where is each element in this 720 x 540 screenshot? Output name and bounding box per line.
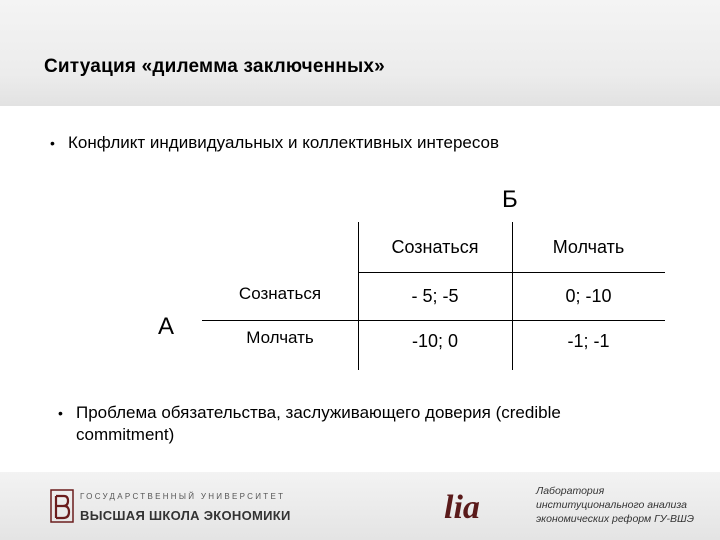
row-header-silent: Молчать (246, 328, 314, 347)
player-a-label: А (158, 313, 175, 340)
player-b-label: Б (502, 186, 518, 213)
university-name-bottom: ВЫСШАЯ ШКОЛА ЭКОНОМИКИ (80, 508, 291, 523)
col-header-silent: Молчать (552, 236, 625, 257)
row-header-confess: Сознаться (238, 284, 322, 303)
payoff-cell: -1; -1 (567, 330, 610, 351)
hse-logo-icon (50, 488, 74, 524)
lab-line: Лаборатория (536, 485, 605, 497)
bullet-item (50, 132, 499, 154)
payoff-cell: 0; -10 (565, 285, 612, 306)
bullet-icon: • (58, 405, 63, 421)
bullet-text: Конфликт индивидуальных и коллективных интересов (68, 133, 500, 152)
bullet-item (58, 402, 618, 446)
bullet-icon: • (50, 135, 55, 151)
header-band (0, 0, 720, 106)
bullet-text: Проблема обязательства, заслуживающего доверия (credible commitment) (76, 403, 561, 444)
payoff-cell: -10; 0 (411, 330, 459, 351)
slide-title: Ситуация «дилемма заключенных» (44, 56, 385, 77)
payoff-cell: - 5; -5 (411, 285, 459, 306)
lab-name (536, 484, 712, 526)
lab-line: институционального анализа (536, 499, 687, 511)
lia-logo-text: lia (444, 489, 480, 526)
lia-logo (440, 484, 520, 528)
col-header-confess: Сознаться (391, 236, 479, 257)
lab-line: экономических реформ ГУ-ВШЭ (536, 513, 694, 525)
university-name-top: ГОСУДАРСТВЕННЫЙ УНИВЕРСИТЕТ (80, 492, 286, 501)
